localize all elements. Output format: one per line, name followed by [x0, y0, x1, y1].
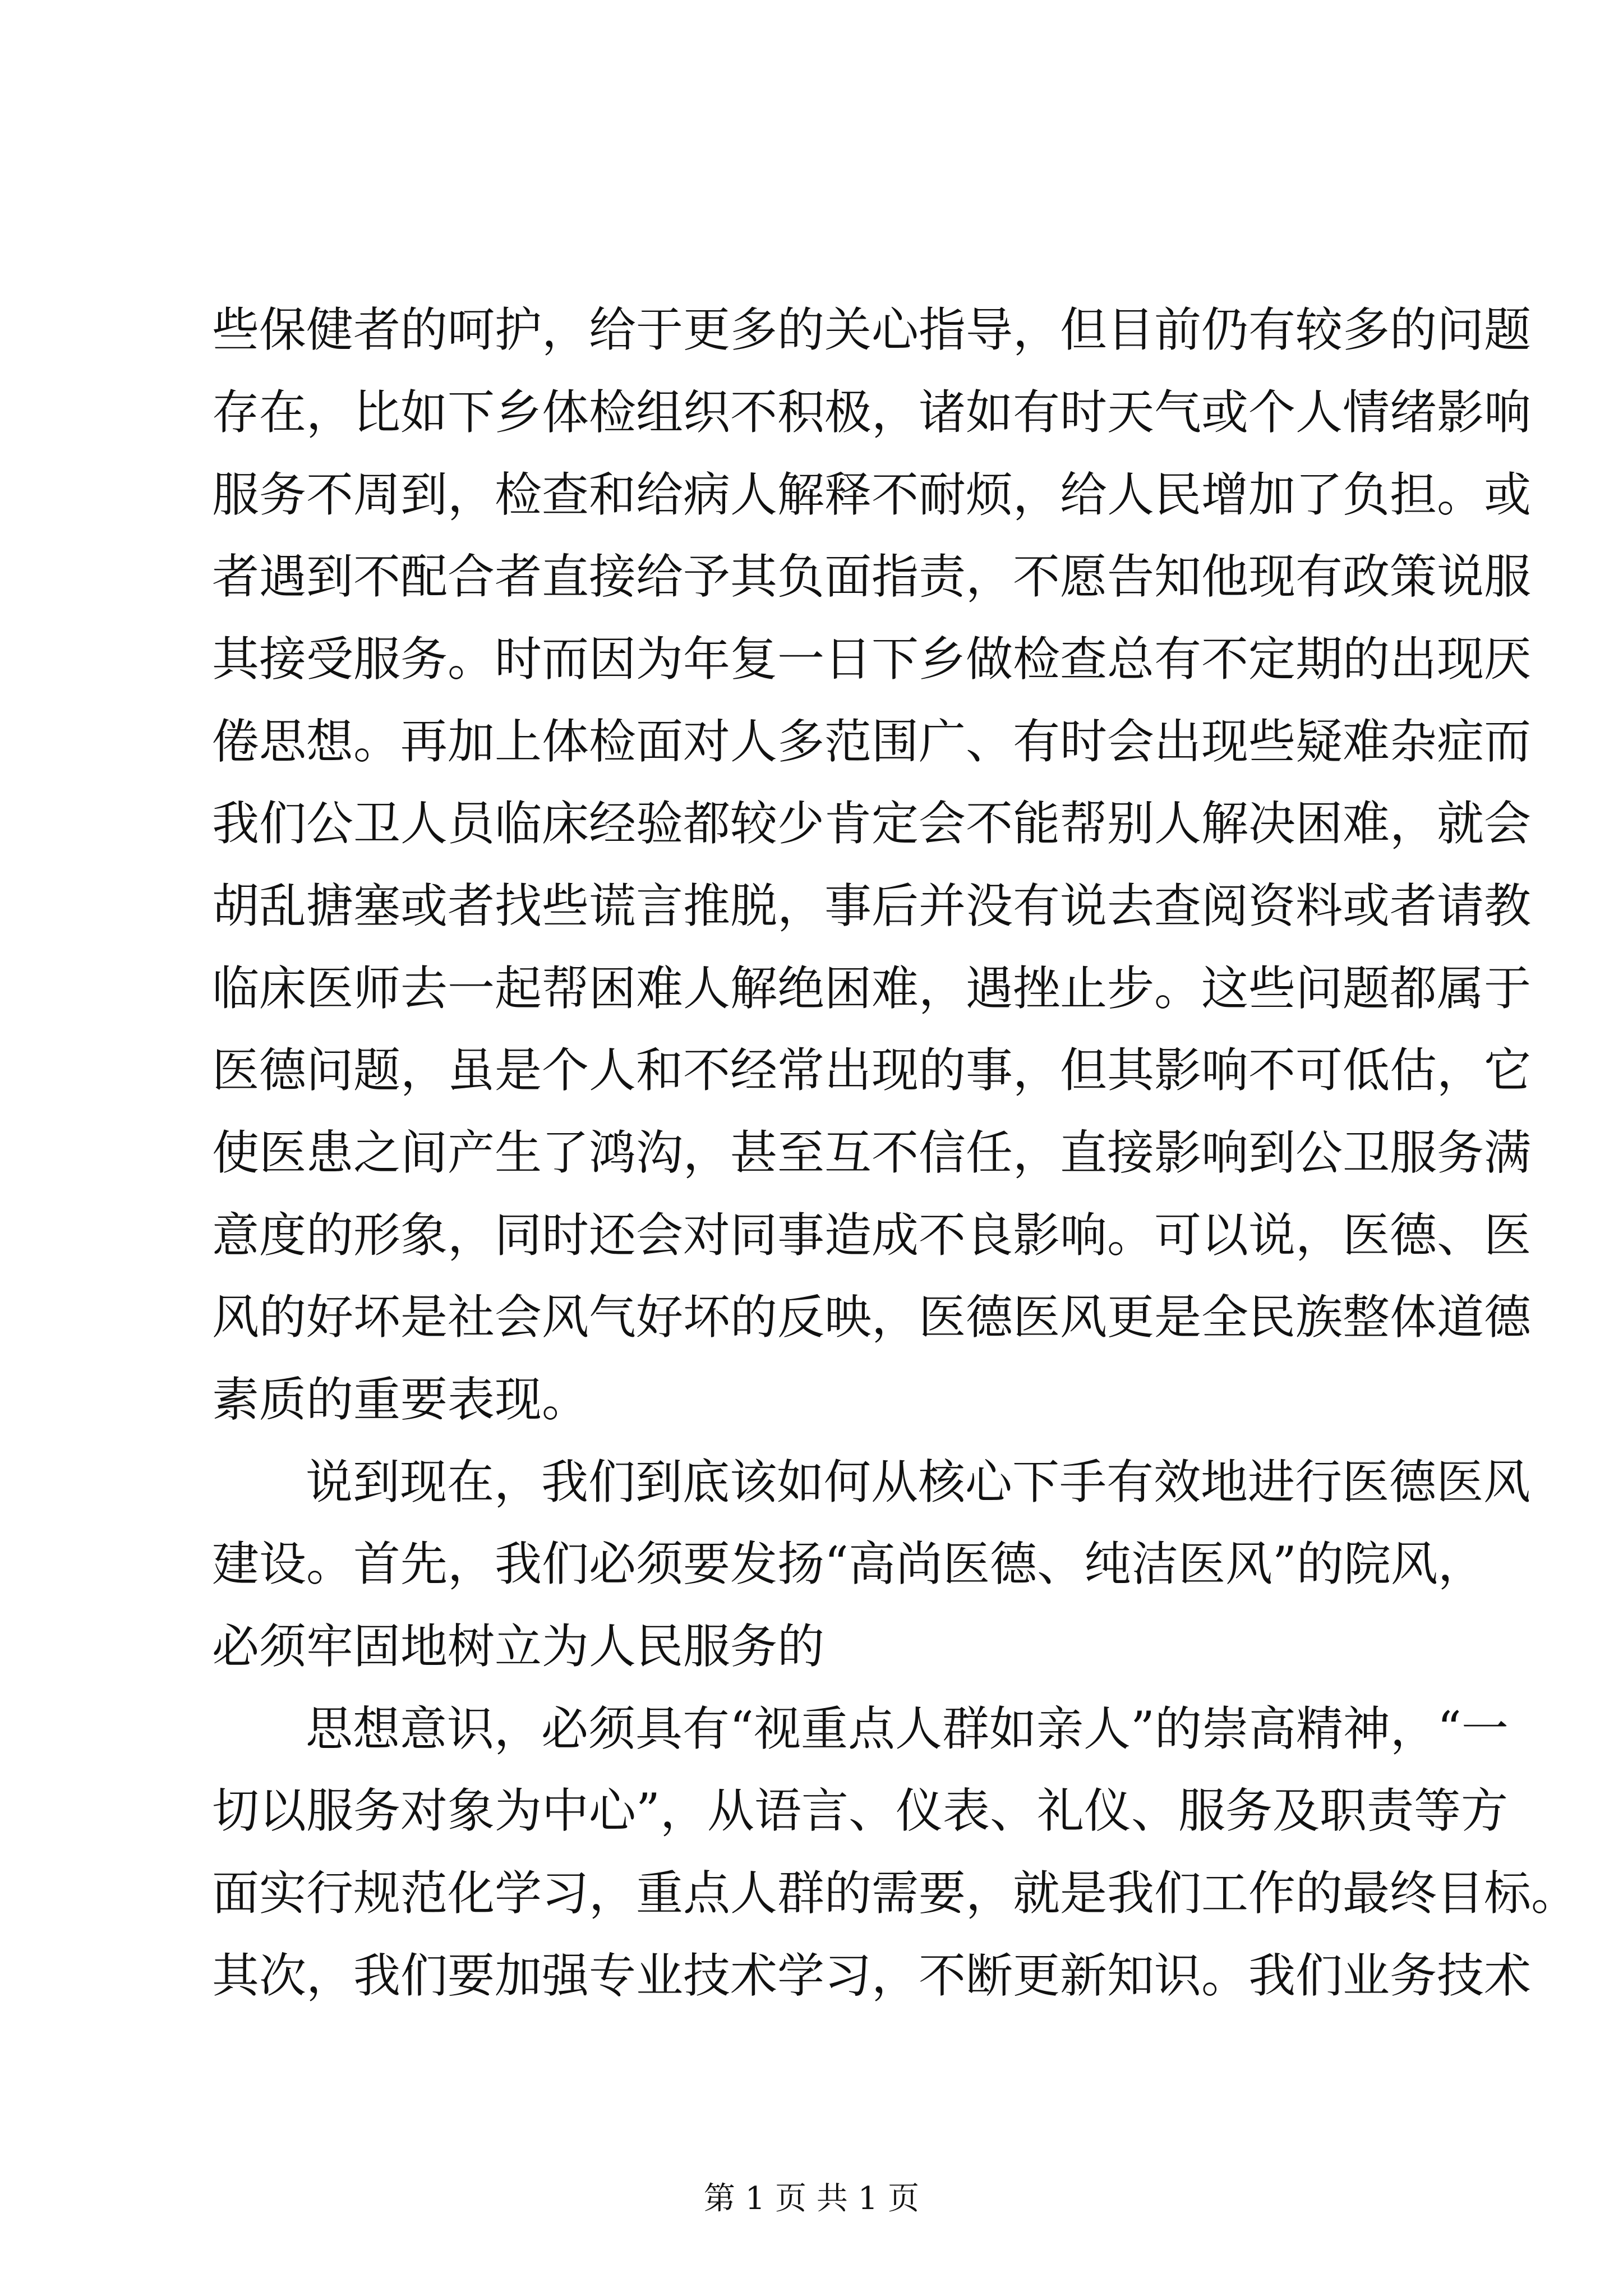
body-text-line: 医德问题，虽是个人和不经常出现的事，但其影响不可低估，它 — [212, 1043, 1532, 1098]
body-text-line: 思想意识，必须具有“视重点人群如亲人”的崇高精神，“一 — [306, 1701, 1509, 1756]
body-text-line: 其接受服务。时而因为年复一日下乡做检查总有不定期的出现厌 — [212, 632, 1532, 687]
body-text-line: 我们公卫人员临床经验都较少肯定会不能帮别人解决困难，就会 — [212, 796, 1532, 851]
body-text-line: 建设。首先，我们必须要发扬“高尚医德、纯洁医风”的院风， — [212, 1536, 1485, 1591]
body-text-line: 倦思想。再加上体检面对人多范围广、有时会出现些疑难杂症而 — [212, 714, 1532, 769]
body-text-line: 存在，比如下乡体检组织不积极，诸如有时天气或个人情绪影响 — [212, 385, 1532, 440]
body-text-line: 面实行规范化学习，重点人群的需要，就是我们工作的最终目标。 — [212, 1866, 1579, 1921]
body-text-line: 些保健者的呵护，给于更多的关心指导，但目前仍有较多的问题 — [212, 302, 1532, 357]
body-text-line: 必须牢固地树立为人民服务的 — [212, 1619, 825, 1674]
body-text-line: 其次，我们要加强专业技术学习，不断更新知识。我们业务技术 — [212, 1948, 1532, 2003]
page-number-footer: 第 1 页 共 1 页 — [703, 2180, 920, 2217]
body-text-line: 使医患之间产生了鸿沟，甚至互不信任，直接影响到公卫服务满 — [212, 1125, 1532, 1180]
body-text-line: 说到现在，我们到底该如何从核心下手有效地进行医德医风 — [306, 1455, 1531, 1510]
body-text-line: 胡乱搪塞或者找些谎言推脱，事后并没有说去查阅资料或者请教 — [212, 878, 1532, 933]
body-text-line: 风的好坏是社会风气好坏的反映，医德医风更是全民族整体道德 — [212, 1290, 1532, 1345]
body-text-line: 素质的重要表现。 — [212, 1372, 589, 1427]
body-text-line: 者遇到不配合者直接给予其负面指责，不愿告知他现有政策说服 — [212, 549, 1532, 604]
body-text-line: 意度的形象，同时还会对同事造成不良影响。可以说，医德、医 — [212, 1208, 1532, 1263]
body-text-line: 服务不周到，检查和给病人解释不耐烦，给人民增加了负担。或 — [212, 467, 1532, 522]
body-text-line: 临床医师去一起帮困难人解绝困难，遇挫止步。这些问题都属于 — [212, 961, 1532, 1016]
body-text-line: 切以服务对象为中心”，从语言、仪表、礼仪、服务及职责等方 — [212, 1783, 1508, 1838]
